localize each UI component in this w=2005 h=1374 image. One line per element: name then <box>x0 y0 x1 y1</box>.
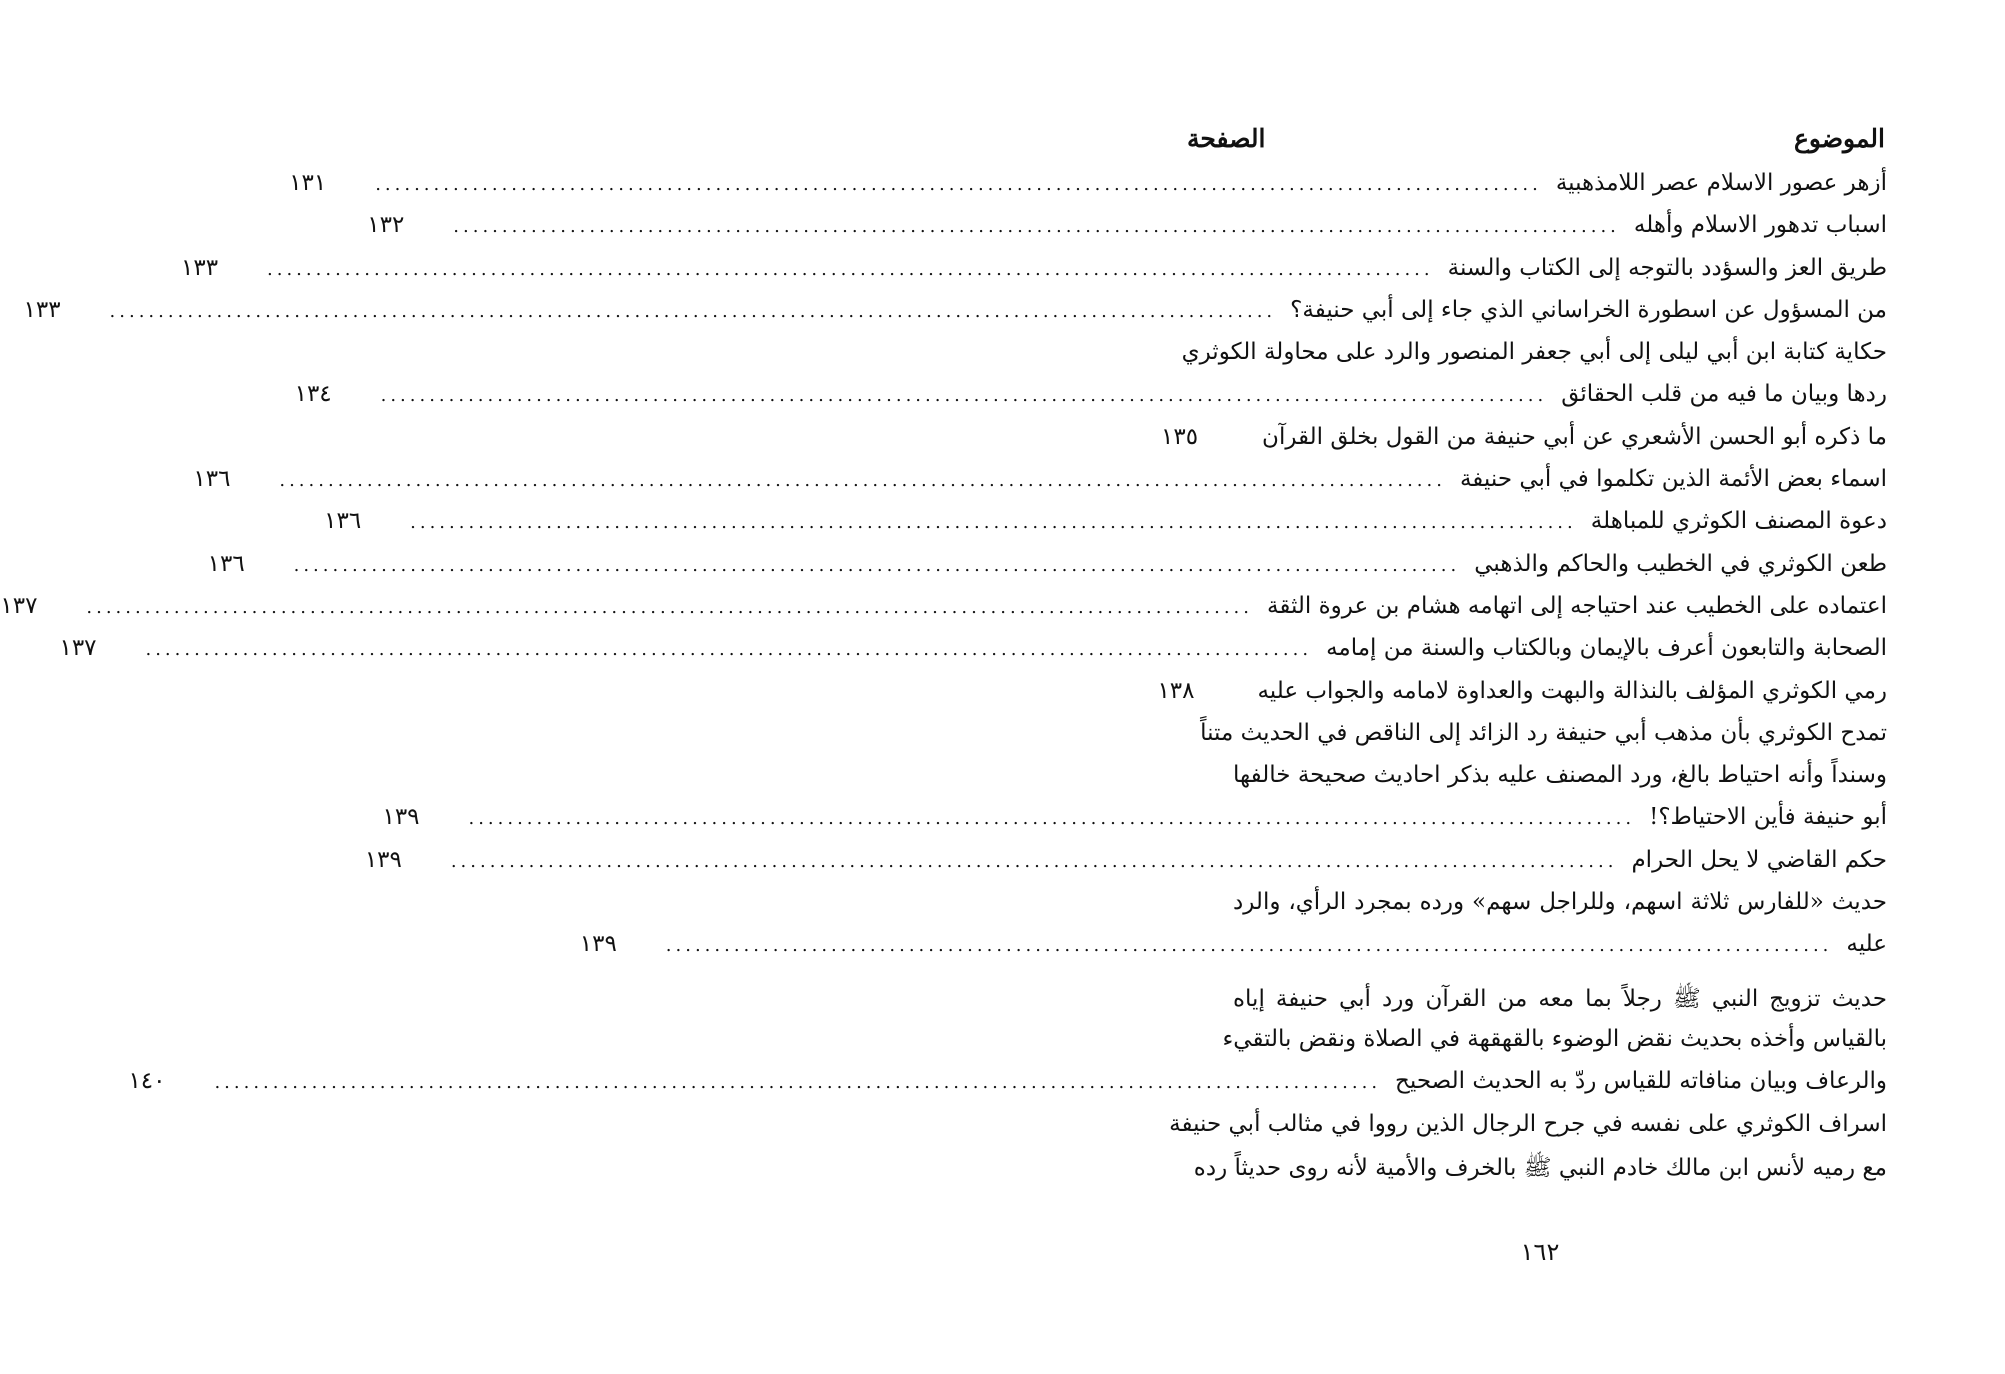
toc-row <box>1161 1111 1887 1153</box>
toc-entry-title: طعن الكوثري في الخطيب والحاكم والذهبي <box>1474 550 1887 577</box>
toc-row <box>1161 1026 1887 1068</box>
toc-entry-page: ١٣٦ <box>207 550 245 577</box>
toc-entry-title: طريق العز والسؤدد بالتوجه إلى الكتاب والسنة <box>1447 254 1887 281</box>
topic-column-label: الموضوع <box>1794 123 1885 153</box>
toc-row <box>1161 720 1887 762</box>
toc-row <box>294 381 1887 423</box>
toc-entry-title: ردها وبيان ما فيه من قلب الحقائق <box>1561 381 1887 408</box>
toc-entry-page: ١٣٥ <box>1161 423 1199 450</box>
toc-entry-title: من المسؤول عن اسطورة الخراساني الذي جاء إلى أبي حنيفة؟ <box>1290 296 1887 323</box>
toc-entry-page: ١٣٦ <box>324 508 362 535</box>
leader-dots: ........................................................................................................................ <box>380 385 1548 407</box>
leader-dots: ........................................................................................................................ <box>86 596 1253 618</box>
toc-entry-title: عليه <box>1846 931 1887 958</box>
toc-row <box>1161 1153 1887 1195</box>
leader-dots <box>1247 428 1248 449</box>
toc-entry-page: ١٣١ <box>289 170 327 196</box>
toc-row <box>367 212 1887 254</box>
section-spacer <box>1161 974 1887 984</box>
toc-entry-title: حكاية كتابة ابن أبي ليلى إلى أبي جعفر المنصور والرد على محاولة الكوثري <box>1181 339 1887 366</box>
page-column-label: الصفحة <box>1187 123 1266 153</box>
toc-entry-page: ١٤٠ <box>128 1068 166 1095</box>
toc-entry-title: مع رميه لأنس ابن مالك خادم النبي ﷺ بالخرف والأمية لأنه روى حديثاً رده <box>1193 1154 1887 1181</box>
toc-entry-title: رمي الكوثري المؤلف بالنذالة والبهت والعداوة لامامه والجواب عليه <box>1257 677 1887 704</box>
toc-entry-title: حديث «للفارس ثلاثة اسهم، وللراجل سهم» ورده بمجرد الرأي، والرد <box>1233 889 1887 916</box>
leader-dots: ........................................................................................................................ <box>375 174 1542 195</box>
toc-row <box>1161 424 1887 466</box>
toc-row <box>0 592 1887 635</box>
toc-entry-page: ١٣٤ <box>294 381 332 408</box>
toc-entry-title: تمدح الكوثري بأن مذهب أبي حنيفة رد الزائد إلى الناقص في الحديث متناً <box>1200 719 1887 746</box>
toc-row <box>128 1068 1887 1110</box>
toc-entry-title: والرعاف وبيان منافاته للقياس ردّ به الحديث الصحيح <box>1395 1068 1887 1095</box>
toc-entry-page: ١٣٧ <box>59 635 97 662</box>
toc-entry-title: اعتماده على الخطيب عند احتياجه إلى اتهامه هشام بن عروة الثقة <box>1267 592 1887 619</box>
toc-entry-page: ١٣٩ <box>579 931 617 958</box>
toc-row <box>181 254 1887 297</box>
toc-entry-page: ١٣٩ <box>364 846 402 873</box>
toc-row <box>23 296 1887 339</box>
leader-dots: ........................................................................................................................ <box>410 512 1577 534</box>
toc-entry-page: ١٣٣ <box>181 254 219 281</box>
toc-row <box>324 508 1887 550</box>
toc-entry-page: ١٣٦ <box>193 466 231 493</box>
leader-dots: ........................................................................................................................ <box>214 1072 1382 1094</box>
toc-entry-title: بالقياس وأخذه بحديث نقض الوضوء بالقهقهة في الصلاة ونقض بالتقيء <box>1222 1025 1887 1052</box>
toc-row <box>1157 677 1887 720</box>
leader-dots: ........................................................................................................................ <box>665 935 1833 957</box>
toc-row <box>59 635 1887 677</box>
toc-row <box>364 846 1887 889</box>
toc-entry-title: الصحابة والتابعون أعرف بالإيمان وبالكتاب والسنة من إمامه <box>1326 635 1887 662</box>
leader-dots: ........................................................................................................................ <box>468 808 1636 830</box>
toc-entry-title: حديث تزويج النبي ﷺ رجلاً بما معه من القرآن ورد أبي حنيفة إياه <box>1233 985 1887 1012</box>
toc-entry-title: اسراف الكوثري على نفسه في جرح الرجال الذين رووا في مثالب أبي حنيفة <box>1169 1110 1887 1137</box>
toc-row <box>382 804 1887 846</box>
leader-dots: ........................................................................................................................ <box>109 300 1277 322</box>
toc-row <box>193 466 1887 508</box>
leader-dots: ........................................................................................................................ <box>453 216 1620 238</box>
toc-entry-page: ١٣٩ <box>382 804 420 831</box>
toc-entry-title: حكم القاضي لا يحل الحرام <box>1631 846 1887 873</box>
leader-dots: ........................................................................................................................ <box>450 850 1618 872</box>
leader-dots: ........................................................................................................................ <box>279 470 1446 492</box>
leader-dots: ........................................................................................................................ <box>293 554 1461 576</box>
toc-entry-title: أبو حنيفة فأين الاحتياط؟! <box>1649 804 1887 831</box>
toc-row <box>289 170 1887 212</box>
toc-entry-page: ١٣٣ <box>23 296 61 323</box>
leader-dots: ........................................................................................................................ <box>267 258 1434 280</box>
toc-entry-title: اسماء بعض الأئمة الذين تكلموا في أبي حنيفة <box>1459 466 1887 493</box>
toc-row <box>579 931 1887 973</box>
toc-header <box>1187 118 1885 158</box>
leader-dots: ........................................................................................................................ <box>145 639 1313 661</box>
table-of-contents <box>0 170 1887 1195</box>
toc-row <box>1161 984 1887 1026</box>
toc-entry-title: اسباب تدهور الاسلام وأهله <box>1633 212 1887 239</box>
toc-row <box>1161 339 1887 381</box>
toc-entry-page: ١٣٧ <box>0 592 38 619</box>
toc-entry-title: ما ذكره أبو الحسن الأشعري عن أبي حنيفة من القول بخلق القرآن <box>1262 423 1887 450</box>
toc-row <box>1161 889 1887 931</box>
toc-entry-page: ١٣٢ <box>367 212 405 239</box>
toc-row <box>207 550 1887 593</box>
toc-entry-title: وسنداً وأنه احتياط بالغ، ورد المصنف عليه بذكر احاديث صحيحة خالفها <box>1233 762 1887 789</box>
page-number: ١٦٢ <box>1520 1238 1560 1266</box>
toc-row <box>1161 762 1887 804</box>
toc-entry-title: أزهر عصور الاسلام عصر اللامذهبية <box>1555 170 1887 196</box>
toc-entry-title: دعوة المصنف الكوثري للمباهلة <box>1590 508 1887 535</box>
toc-entry-page: ١٣٨ <box>1157 677 1195 704</box>
